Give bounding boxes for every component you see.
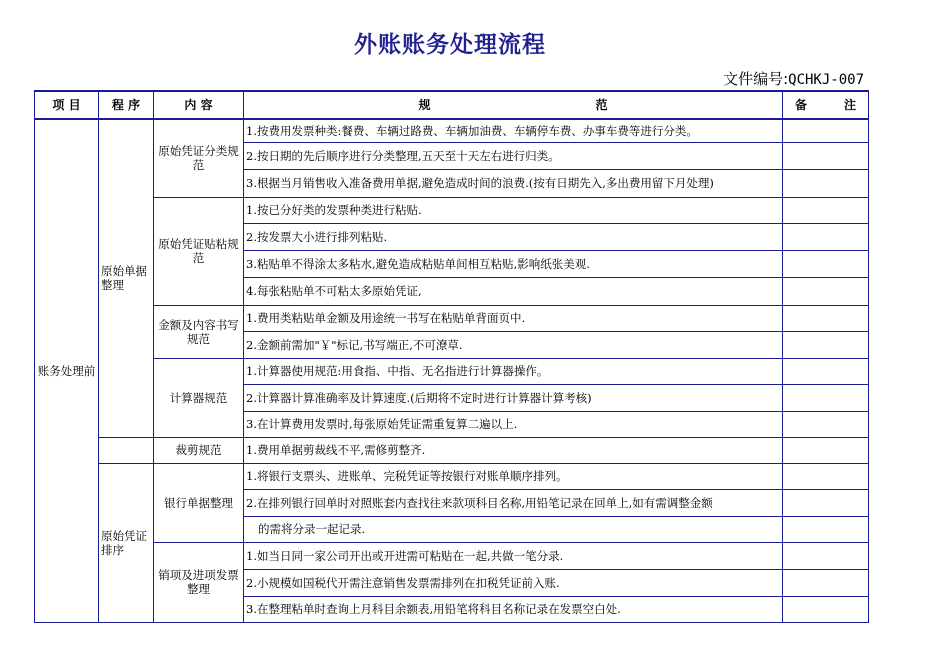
spec-cell: 2.按发票大小进行排列粘贴. xyxy=(244,223,783,250)
table-row xyxy=(35,119,869,142)
document-number-code: QCHKJ-007 xyxy=(788,72,864,88)
remark-cell xyxy=(783,569,869,596)
table-row xyxy=(35,358,869,384)
spec-cell: 4.每张粘贴单不可粘太多原始凭证, xyxy=(244,277,783,305)
spec-cell: 1.按已分好类的发票种类进行粘贴. xyxy=(244,197,783,223)
content-cell-sales-purchase: 销项及进项发票整理 xyxy=(154,542,244,622)
spec-cell: 3.根据当月销售收入准备费用单据,避免造成时间的浪费.(按有日期先入,多出费用留下月处理) xyxy=(244,169,783,197)
remark-cell xyxy=(783,331,869,358)
remark-cell xyxy=(783,197,869,223)
table-row xyxy=(35,542,869,569)
remark-cell xyxy=(783,384,869,411)
spec-cell: 1.按费用发票种类:餐费、车辆过路费、车辆加油费、车辆停车费、办事车费等进行分类。 xyxy=(244,119,783,142)
remark-cell xyxy=(783,489,869,516)
program-cell-original-voucher: 原始凭证排序 xyxy=(99,463,154,622)
header-spec: 规 范 xyxy=(244,91,783,119)
content-cell-paste: 原始凭证贴粘规范 xyxy=(154,197,244,305)
spec-cell: 1.费用类粘贴单金额及用途统一书写在粘贴单背面页中. xyxy=(244,305,783,331)
table-row xyxy=(35,463,869,489)
document-number-label: 文件编号: xyxy=(723,70,789,88)
table-row xyxy=(35,305,869,331)
program-cell-empty xyxy=(99,437,154,463)
spec-cell: 的需将分录一起记录. xyxy=(244,516,783,542)
remark-cell xyxy=(783,358,869,384)
project-cell: 账务处理前 xyxy=(35,119,99,622)
table-row xyxy=(35,197,869,223)
remark-cell xyxy=(783,516,869,542)
header-program: 程 序 xyxy=(99,91,154,119)
remark-cell xyxy=(783,305,869,331)
spec-cell: 3.在计算费用发票时,每张原始凭证需重复算二遍以上. xyxy=(244,411,783,437)
table-row xyxy=(35,437,869,463)
spec-cell: 1.费用单据剪裁线不平,需修剪整齐. xyxy=(244,437,783,463)
remark-cell xyxy=(783,411,869,437)
process-table xyxy=(34,90,869,623)
header-project: 项 目 xyxy=(35,91,99,119)
spec-cell: 2.按日期的先后顺序进行分类整理,五天至十天左右进行归类。 xyxy=(244,142,783,169)
spec-cell: 2.金额前需加"￥"标记,书写端正,不可潦草. xyxy=(244,331,783,358)
program-cell-original-docs: 原始单据整理 xyxy=(99,119,154,437)
remark-cell xyxy=(783,277,869,305)
spec-cell: 3.在整理粘单时查询上月科目余额表,用铅笔将科目名称记录在发票空白处. xyxy=(244,596,783,622)
remark-cell xyxy=(783,463,869,489)
remark-cell xyxy=(783,223,869,250)
remark-cell xyxy=(783,119,869,142)
table-header-row xyxy=(35,91,869,119)
header-content: 内 容 xyxy=(154,91,244,119)
spec-cell: 1.计算器使用规范:用食指、中指、无名指进行计算器操作。 xyxy=(244,358,783,384)
spec-cell: 1.如当日同一家公司开出或开进需可粘贴在一起,共做一笔分录. xyxy=(244,542,783,569)
remark-cell xyxy=(783,250,869,277)
spec-cell: 2.计算器计算准确率及计算速度.(后期将不定时进行计算器计算考核) xyxy=(244,384,783,411)
spec-cell: 2.小规模如国税代开需注意销售发票需排列在扣税凭证前入账. xyxy=(244,569,783,596)
document-title: 外账账务处理流程 xyxy=(354,32,546,58)
remark-cell xyxy=(783,437,869,463)
header-remark: 备 注 xyxy=(783,91,869,119)
content-cell-bank: 银行单据整理 xyxy=(154,463,244,542)
spec-cell: 2.在排列银行回单时对照账套内查找往来款项科目名称,用铅笔记录在回单上,如有需调整金额 xyxy=(244,489,783,516)
document-number xyxy=(723,68,864,89)
content-cell-amount-writing: 金额及内容书写规范 xyxy=(154,305,244,358)
remark-cell xyxy=(783,542,869,569)
content-cell-classify: 原始凭证分类规范 xyxy=(154,119,244,197)
content-cell-cutting: 裁剪规范 xyxy=(154,437,244,463)
remark-cell xyxy=(783,169,869,197)
remark-cell xyxy=(783,142,869,169)
content-cell-calculator: 计算器规范 xyxy=(154,358,244,437)
remark-cell xyxy=(783,596,869,622)
spec-cell: 1.将银行支票头、进账单、完税凭证等按银行对账单顺序排列。 xyxy=(244,463,783,489)
spec-cell: 3.粘贴单不得涂太多粘水,避免造成粘贴单间相互粘贴,影响纸张美观. xyxy=(244,250,783,277)
